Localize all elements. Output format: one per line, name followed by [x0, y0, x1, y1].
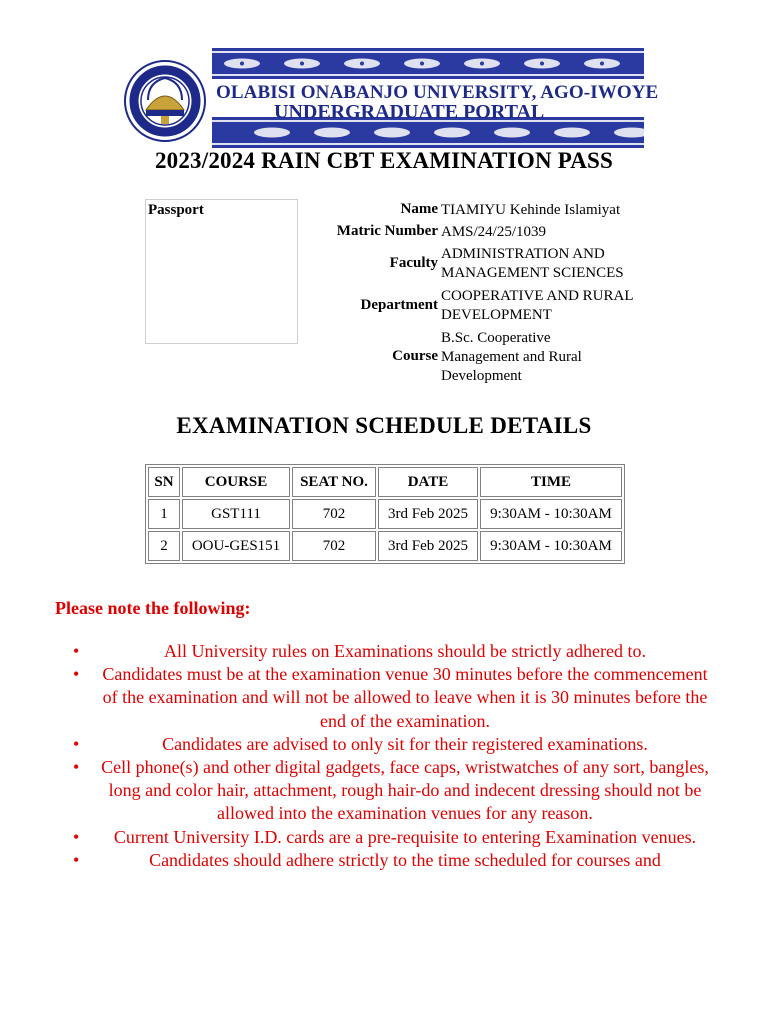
list-item — [55, 733, 715, 756]
department-label: Department — [360, 297, 438, 313]
row-time: 9:30AM - 10:30AM — [480, 499, 622, 529]
note-text: Candidates must be at the examination venue 30 minutes before the commencement of the examination and will not be allowed to leave when it is 30 minutes before the end of the examination. — [102, 664, 708, 731]
header-date: DATE — [378, 467, 478, 497]
bullet-icon: • — [73, 849, 80, 870]
row-date: 3rd Feb 2025 — [378, 531, 478, 561]
list-item — [55, 640, 715, 663]
table-row — [148, 531, 622, 561]
row-seat-no: 702 — [292, 531, 376, 561]
bullet-icon: • — [73, 826, 80, 847]
decorative-pattern-top — [212, 48, 644, 79]
faculty-label: Faculty — [389, 255, 438, 271]
list-item — [55, 826, 715, 849]
row-course: OOU-GES151 — [182, 531, 290, 561]
course-value: B.Sc. Cooperative Management and Rural Development — [441, 330, 582, 384]
notes-list — [55, 640, 715, 872]
row-time: 9:30AM - 10:30AM — [480, 531, 622, 561]
notes-heading: Please note the following: — [55, 598, 251, 618]
row-date: 3rd Feb 2025 — [378, 499, 478, 529]
faculty-value: ADMINISTRATION AND MANAGEMENT SCIENCES — [441, 246, 624, 281]
bullet-icon: • — [73, 641, 80, 661]
row-course: GST111 — [182, 499, 290, 529]
university-seal-logo — [124, 60, 206, 142]
row-seat-no: 702 — [292, 499, 376, 529]
table-row — [148, 499, 622, 529]
row-sn: 2 — [148, 531, 180, 561]
matric-number-label: Matric Number — [336, 223, 438, 239]
matric-number-value: AMS/24/25/1039 — [441, 224, 547, 240]
header-time: TIME — [480, 467, 622, 497]
passport-photo-box — [145, 199, 298, 344]
bullet-icon: • — [73, 664, 80, 685]
header-sn: SN — [148, 467, 180, 497]
passport-label: Passport — [148, 202, 204, 218]
note-text: All University rules on Examinations should be strictly adhered to. — [164, 641, 646, 661]
portal-name: UNDERGRADUATE PORTAL — [274, 101, 545, 123]
bullet-icon: • — [73, 733, 80, 754]
bullet-icon: • — [73, 757, 80, 778]
header-seat-no: SEAT NO. — [292, 467, 376, 497]
note-text: Candidates are advised to only sit for their registered examinations. — [162, 733, 648, 754]
list-item — [55, 849, 715, 872]
table-header-row — [148, 467, 622, 497]
name-value: TIAMIYU Kehinde Islamiyat — [441, 202, 621, 218]
header-course: COURSE — [182, 467, 290, 497]
note-text: Cell phone(s) and other digital gadgets, face caps, wristwatches of any sort, bangles, long and color hair, attachment, rough hair-do and indecent dressing should not be allowed into the examination venues for any reason. — [101, 757, 709, 824]
page-title: 2023/2024 RAIN CBT EXAMINATION PASS — [154, 148, 614, 173]
name-label: Name — [400, 201, 438, 217]
department-value: COOPERATIVE AND RURAL DEVELOPMENT — [441, 288, 633, 323]
list-item — [55, 663, 715, 733]
schedule-title: EXAMINATION SCHEDULE DETAILS — [176, 413, 592, 438]
course-label: Course — [392, 348, 438, 364]
schedule-table — [145, 464, 625, 564]
note-text: Current University I.D. cards are a pre-requisite to entering Examination venues. — [113, 826, 697, 847]
row-sn: 1 — [148, 499, 180, 529]
header-banner — [124, 48, 659, 148]
university-name: OLABISI ONABANJO UNIVERSITY, AGO-IWOYE — [216, 82, 659, 103]
note-text: Candidates should adhere strictly to the time scheduled for courses and — [149, 849, 661, 870]
list-item — [55, 756, 715, 826]
